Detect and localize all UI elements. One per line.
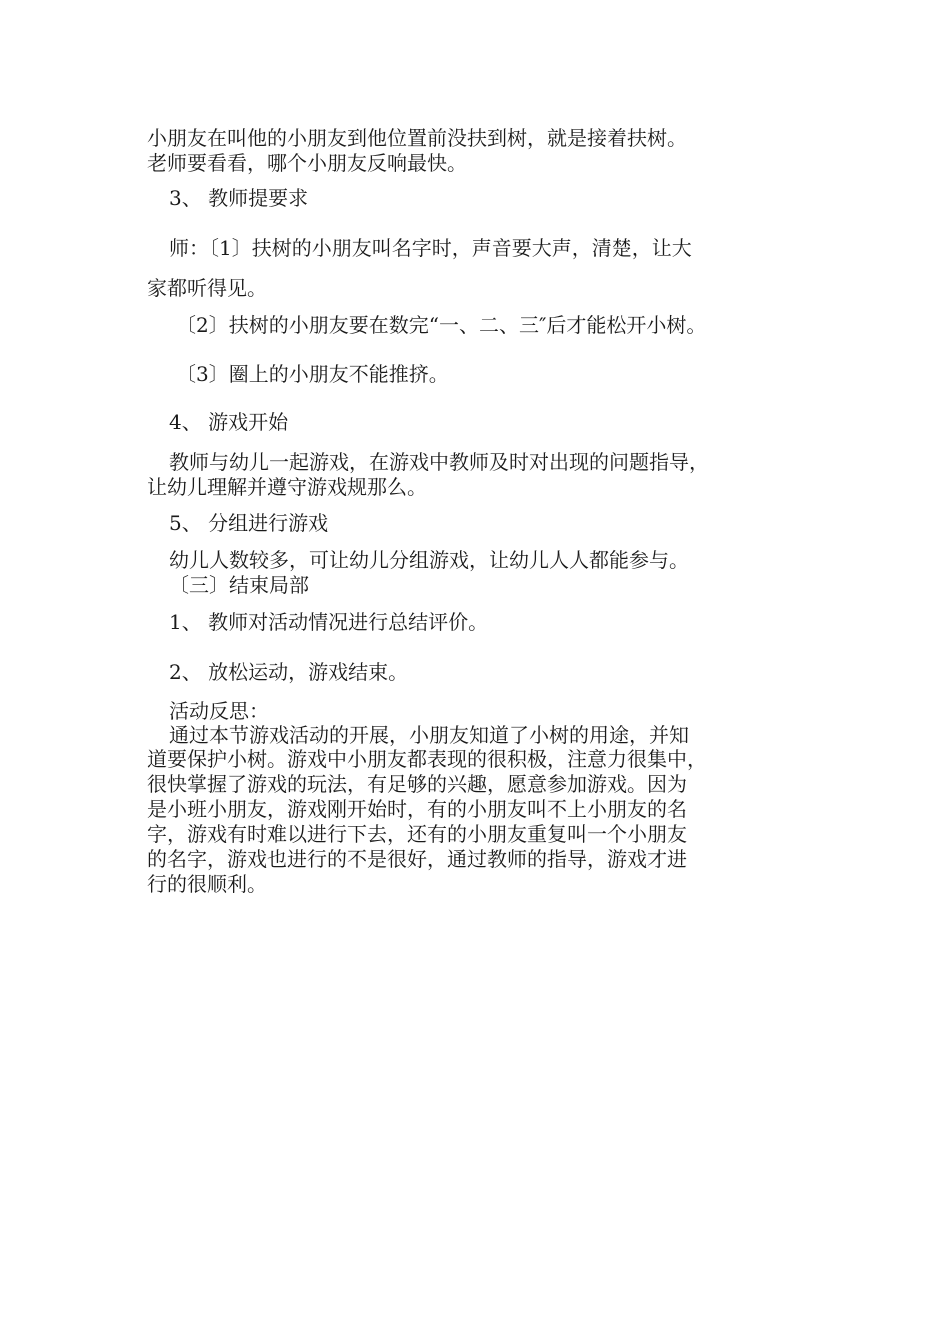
list-item: 1、 教师对活动情况进行总结评价。 [169,610,489,634]
paragraph-line: 行的很顺利。 [147,872,267,896]
paragraph-line: 小朋友在叫他的小朋友到他位置前没扶到树，就是接着扶树。 [147,126,687,150]
paragraph-line: 老师要看看，哪个小朋友反响最快。 [147,151,467,175]
list-item: 2、 放松运动，游戏结束。 [169,660,409,684]
paragraph-line: 很快掌握了游戏的玩法，有足够的兴趣，愿意参加游戏。因为 [147,772,687,796]
reflection-title: 活动反思： [169,699,269,723]
requirement-item: 〔2〕扶树的小朋友要在数完“一、二、三″后才能松开小树。 [176,313,707,337]
paragraph-line: 教师与幼儿一起游戏，在游戏中教师及时对出现的问题指导， [169,450,709,474]
paragraph-line: 的名字，游戏也进行的不是很好，通过教师的指导，游戏才进 [147,847,687,871]
step-heading: 3、 教师提要求 [169,186,309,210]
paragraph-line: 通过本节游戏活动的开展，小朋友知道了小树的用途，并知 [169,723,689,747]
paragraph-line: 是小班小朋友，游戏刚开始时，有的小朋友叫不上小朋友的名 [147,797,687,821]
paragraph-line: 让幼儿理解并遵守游戏规那么。 [147,475,427,499]
paragraph-line: 字，游戏有时难以进行下去，还有的小朋友重复叫一个小朋友 [147,822,687,846]
paragraph-line: 道要保护小树。游戏中小朋友都表现的很积极，注意力很集中， [147,747,707,771]
step-heading: 4、 游戏开始 [169,410,289,434]
paragraph-line: 师：〔1〕扶树的小朋友叫名字时，声音要大声，清楚，让大 [169,236,692,260]
step-heading: 5、 分组进行游戏 [169,511,329,535]
section-heading: 〔三〕结束局部 [169,573,309,597]
paragraph-line: 家都听得见。 [147,276,267,300]
paragraph-line: 幼儿人数较多，可让幼儿分组游戏，让幼儿人人都能参与。 [169,548,689,572]
requirement-item: 〔3〕圈上的小朋友不能推挤。 [176,362,449,386]
